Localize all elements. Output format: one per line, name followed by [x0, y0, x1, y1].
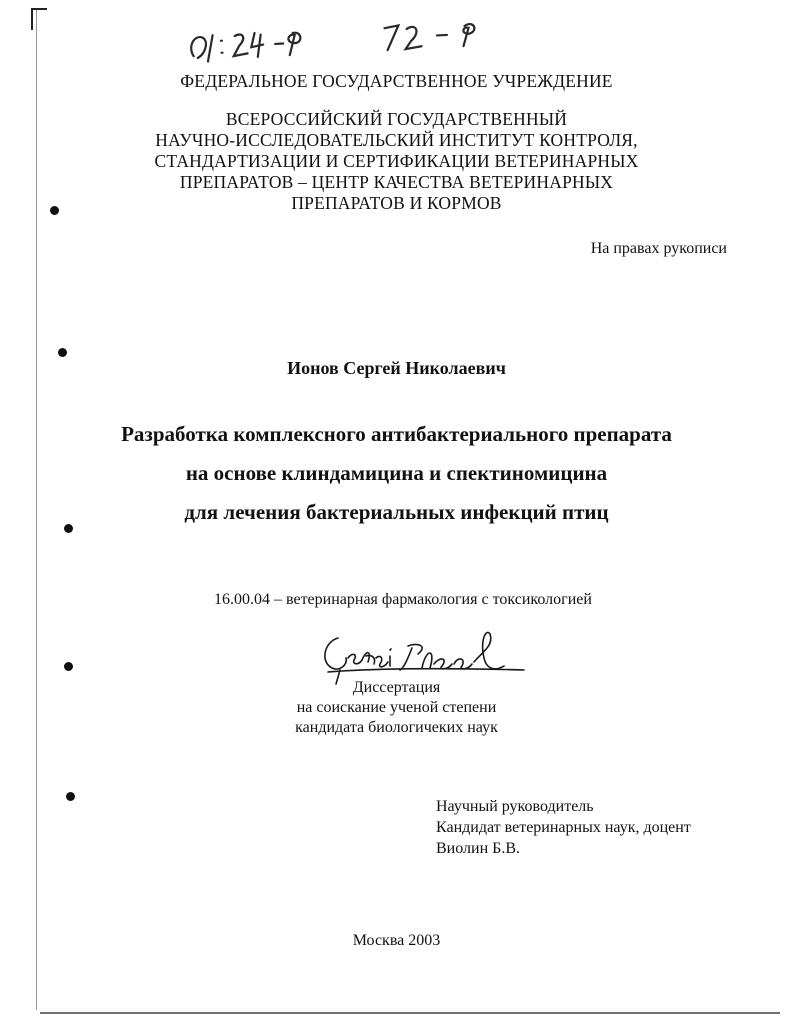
punch-hole-4 [64, 662, 73, 671]
punch-hole-5 [66, 792, 75, 801]
dissertation-purpose: на соискание ученой степени [296, 699, 497, 716]
place-year: Москва 2003 [352, 932, 441, 949]
institute-name-line: ПРЕПАРАТОВ – ЦЕНТР КАЧЕСТВА ВЕТЕРИНАРНЫХ [179, 172, 614, 192]
institution-type: ФЕДЕРАЛЬНОЕ ГОСУДАРСТВЕННОЕ УЧРЕЖДЕНИЕ [180, 71, 613, 91]
title-line: на основе клиндамицина и спектиномицина [185, 461, 608, 485]
dissertation-info [0, 678, 793, 738]
title-line: Разработка комплексного антибактериального препарата [121, 422, 672, 446]
dissertation-title [0, 415, 793, 532]
institute-name-line: НАУЧНО-ИССЛЕДОВАТЕЛЬСКИЙ ИНСТИТУТ КОНТРОЛЯ, [155, 130, 638, 150]
institute-name-line: ВСЕРОССИЙСКИЙ ГОСУДАРСТВЕННЫЙ [225, 109, 568, 129]
scan-corner-mark [31, 8, 33, 30]
title-line: для лечения бактериальных инфекций птиц [184, 500, 609, 524]
supervisor-name: Виолин Б.В. [436, 840, 520, 857]
punch-hole-2 [58, 348, 67, 357]
specialty-code: 16.00.04 – ветеринарная фармакология с токсикологией [214, 591, 592, 608]
institute-name-line: ПРЕПАРАТОВ И КОРМОВ [291, 193, 502, 213]
dissertation-type: Диссертация [352, 679, 441, 696]
scan-corner-mark-horizontal [31, 8, 47, 10]
supervisor-block [436, 796, 691, 859]
institute-name [0, 109, 793, 214]
author-signature [318, 610, 528, 670]
archive-stamp [184, 7, 516, 70]
author-name: Ионов Сергей Николаевич [287, 358, 506, 378]
institute-name-line: СТАНДАРТИЗАЦИИ И СЕРТИФИКАЦИИ ВЕТЕРИНАРНЫХ [154, 151, 639, 171]
scan-bottom-edge [40, 1012, 780, 1014]
rights-note: На правах рукописи [590, 240, 727, 257]
supervisor-label: Научный руководитель [436, 798, 594, 815]
archive-stamp-handwriting [184, 7, 516, 70]
dissertation-degree: кандидата биологичеких наук [295, 719, 498, 736]
supervisor-rank: Кандидат ветеринарных наук, доцент [436, 819, 691, 836]
